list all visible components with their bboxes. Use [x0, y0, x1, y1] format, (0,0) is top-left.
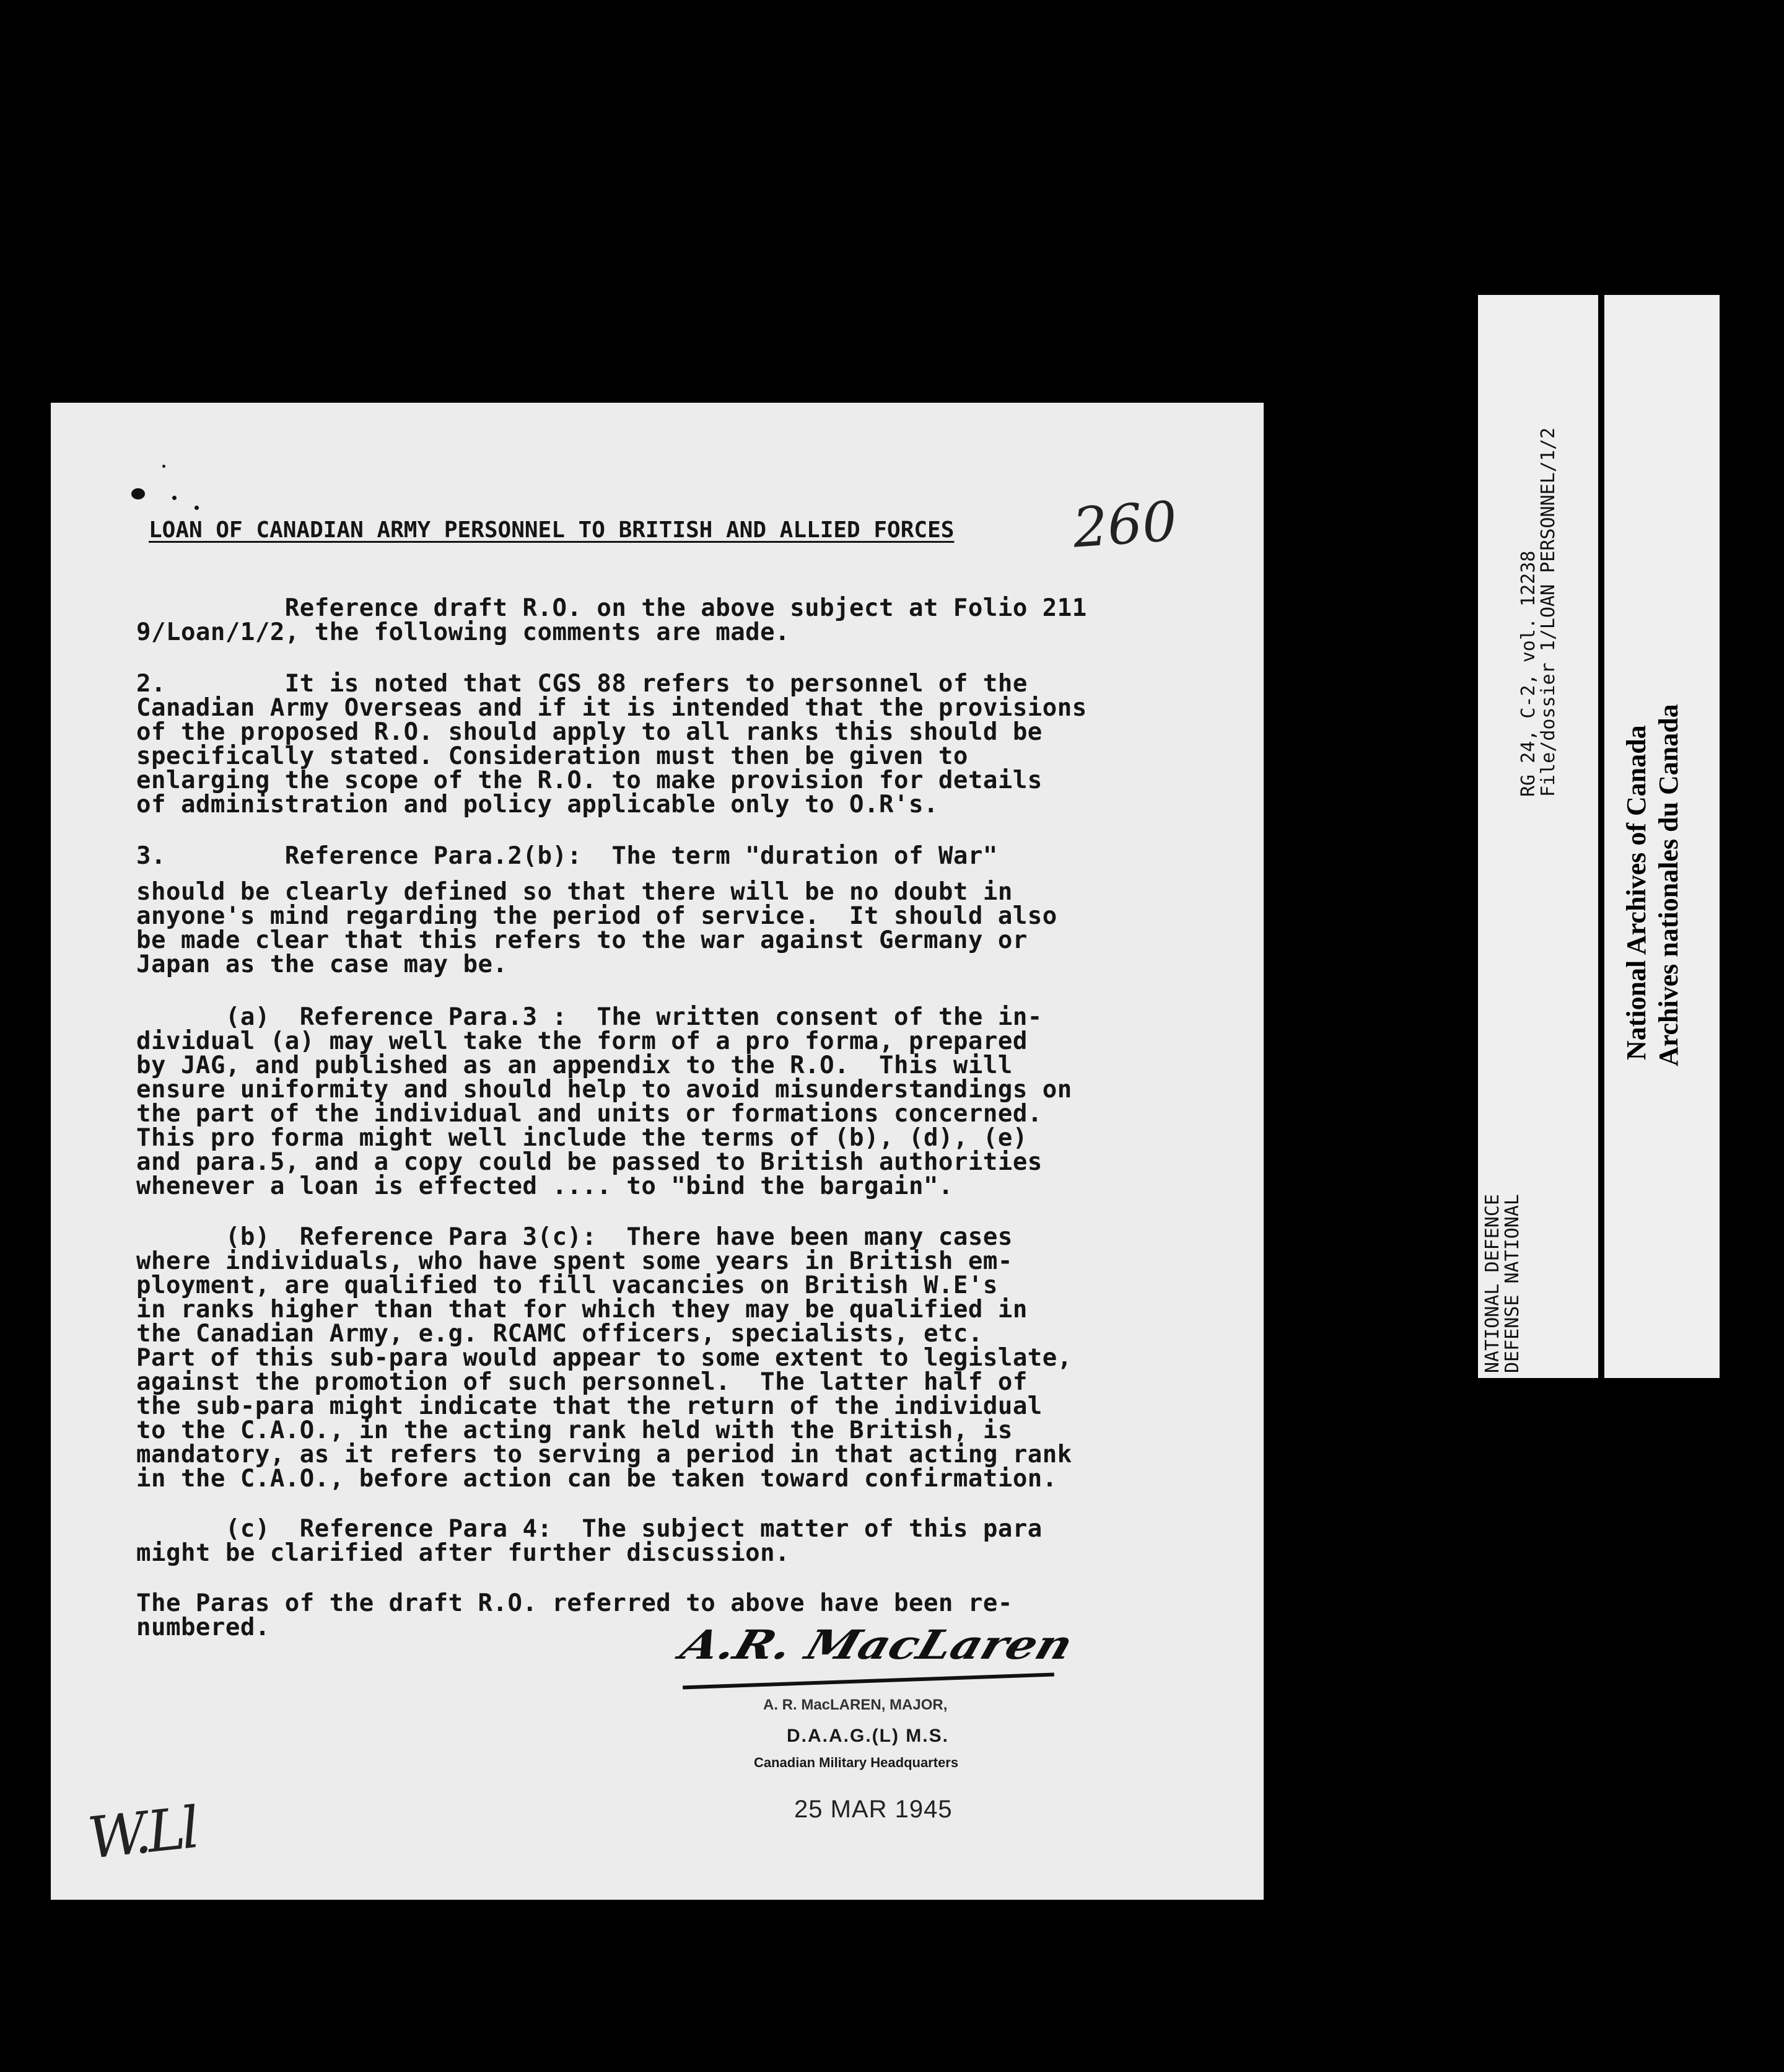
document-title: LOAN OF CANADIAN ARMY PERSONNEL TO BRITISH AND ALLIED FORCES [149, 517, 955, 543]
body-line: (a) Reference Para.3 : The written consent of the in- [136, 1003, 1043, 1031]
body-line: Japan as the case may be. [136, 950, 508, 978]
body-line: the sub-para might indicate that the return of the individual [136, 1392, 1043, 1420]
body-line: 3. Reference Para.2(b): The term "duration of War" [136, 842, 998, 870]
body-line: by JAG, and published as an appendix to the R.O. This will [136, 1051, 1013, 1079]
body-line: to the C.A.O., in the acting rank held with the British, is [136, 1416, 1013, 1444]
body-line: (b) Reference Para 3(c): There have been many cases [136, 1223, 1013, 1251]
ink-speck [195, 506, 199, 510]
body-line: be made clear that this refers to the war against Germany or [136, 926, 1028, 954]
archives-name-en: National Archives of Canada [1621, 725, 1651, 1060]
body-line: the part of the individual and units or formations concerned. [136, 1100, 1043, 1128]
body-line: The Paras of the draft R.O. referred to above have been re- [136, 1589, 1013, 1617]
date-stamp: 25 MAR 1945 [794, 1796, 953, 1823]
body-line: dividual (a) may well take the form of a pro forma, prepared [136, 1027, 1028, 1055]
department-label: DEFENSE NATIONAL [1502, 1194, 1523, 1373]
body-line: Canadian Army Overseas and if it is intended that the provisions [136, 694, 1087, 722]
signatory-title: D.A.A.G.(L) M.S. [787, 1726, 949, 1746]
body-line: the Canadian Army, e.g. RCAMC officers, specialists, etc. [136, 1320, 983, 1348]
body-line: anyone's mind regarding the period of service. It should also [136, 902, 1057, 930]
handwritten-signature: A.R. MacLaren [675, 1621, 1079, 1669]
signature-block [670, 1617, 1141, 1822]
body-line: might be clarified after further discussion. [136, 1539, 790, 1567]
archival-reference-slip [1478, 295, 1598, 1378]
body-line: of the proposed R.O. should apply to all ranks this should be [136, 718, 1043, 746]
body-line: where individuals, who have spent some years in British em- [136, 1247, 1013, 1275]
ink-speck [172, 496, 177, 500]
body-line: enlarging the scope of the R.O. to make provision for details [136, 766, 1043, 794]
ink-speck [162, 465, 165, 468]
body-line: mandatory, as it refers to serving a period in that acting rank [136, 1441, 1072, 1468]
body-line: and para.5, and a copy could be passed to British authorities [136, 1148, 1043, 1176]
body-line: Reference draft R.O. on the above subject at Folio 211 [136, 594, 1087, 622]
department-label: NATIONAL DEFENCE [1482, 1194, 1503, 1373]
folio-number: 260 [1070, 489, 1179, 560]
body-line: whenever a loan is effected .... to "bind the bargain". [136, 1172, 953, 1200]
body-line: should be clearly defined so that there will be no doubt in [136, 878, 1013, 906]
archives-label-slip [1604, 295, 1720, 1378]
archives-name-fr: Archives nationales du Canada [1653, 704, 1684, 1066]
body-line: (c) Reference Para 4: The subject matter of this para [136, 1515, 1043, 1543]
signatory-hq: Canadian Military Headquarters [754, 1755, 959, 1770]
body-line: numbered. [136, 1613, 270, 1641]
body-line: against the promotion of such personnel. The latter half of [136, 1368, 1028, 1396]
handwritten-initials: W.Ll [84, 1794, 199, 1872]
document-sheet [51, 403, 1264, 1900]
body-line: specifically stated. Consideration must then be given to [136, 742, 968, 770]
body-line: This pro forma might well include the terms of (b), (d), (e) [136, 1124, 1028, 1152]
archival-reference: File/dossier 1/LOAN PERSONNEL/1/2 [1537, 427, 1559, 797]
body-line: 9/Loan/1/2, the following comments are made. [136, 618, 790, 646]
ink-speck [131, 488, 145, 499]
body-line: in the C.A.O., before action can be taken toward confirmation. [136, 1465, 1057, 1493]
signatory-name: A. R. MacLAREN, MAJOR, [763, 1697, 948, 1713]
body-line: ensure uniformity and should help to avoid misunderstandings on [136, 1076, 1072, 1104]
signature-underline [683, 1673, 1054, 1690]
body-line: of administration and policy applicable only to O.R's. [136, 791, 938, 819]
body-line: ployment, are qualified to fill vacancies on British W.E's [136, 1271, 998, 1299]
body-line: Part of this sub-para would appear to some extent to legislate, [136, 1344, 1072, 1372]
body-line: 2. It is noted that CGS 88 refers to personnel of the [136, 670, 1028, 698]
archival-reference: RG 24, C-2, vol. 12238 [1518, 550, 1539, 797]
body-line: in ranks higher than that for which they may be qualified in [136, 1296, 1028, 1324]
